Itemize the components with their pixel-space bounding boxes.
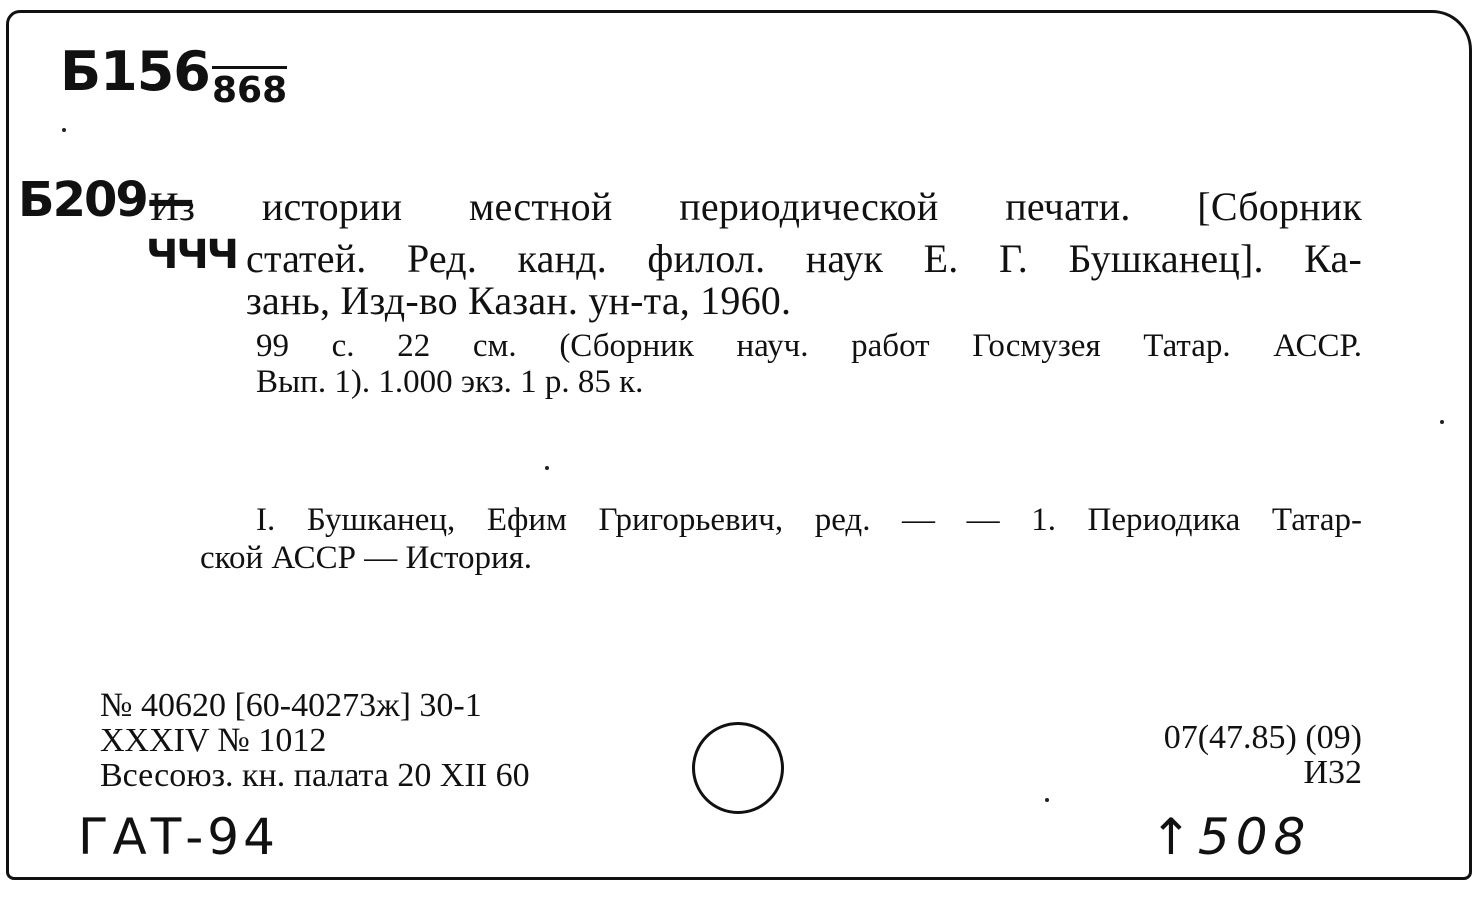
- entry-title-line2: статей. Ред. канд. филол. наук Е. Г. Бушканец]. Ка-: [246, 236, 1362, 281]
- speck: [1045, 798, 1049, 802]
- entry-collation-line2: Вып. 1). 1.000 экз. 1 р. 85 к.: [256, 364, 644, 400]
- publisher-info-line3: Всесоюз. кн. палата 20 XII 60: [100, 757, 530, 794]
- circle-stamp: [692, 722, 784, 814]
- callmark-line1: Б209—: [18, 172, 193, 228]
- inventory-mark: ГАТ-94: [78, 808, 279, 866]
- entry-imprint: зань, Изд-во Казан. ун-та, 1960.: [246, 278, 792, 323]
- entry-title-line1: Из истории местной периодической печати. [Сборник: [150, 184, 1362, 229]
- publisher-info-line1: № 40620 [60-40273ж] 30-1: [100, 687, 482, 724]
- speck: [545, 466, 549, 470]
- tracing-line1: I. Бушканец, Ефим Григорьевич, ред. — — 1. Периодика Татар-: [256, 502, 1362, 538]
- speck: [1440, 420, 1444, 424]
- udc-index: 07(47.85) (09): [1163, 719, 1362, 756]
- accession-mark: ↑508: [1150, 808, 1312, 866]
- speck: [62, 128, 66, 132]
- shelfmark-main: Б156: [60, 40, 210, 103]
- callmark-line2: ЧЧЧ: [146, 232, 237, 278]
- tracing-line2: ской АССР — История.: [200, 540, 533, 576]
- shelfmark-fraction: 868: [212, 66, 287, 109]
- publisher-info-line2: XXXIV № 1012: [100, 722, 327, 759]
- entry-collation-line1: 99 с. 22 см. (Сборник науч. работ Госмузея Татар. АССР.: [256, 328, 1362, 364]
- author-mark: И32: [1303, 754, 1362, 791]
